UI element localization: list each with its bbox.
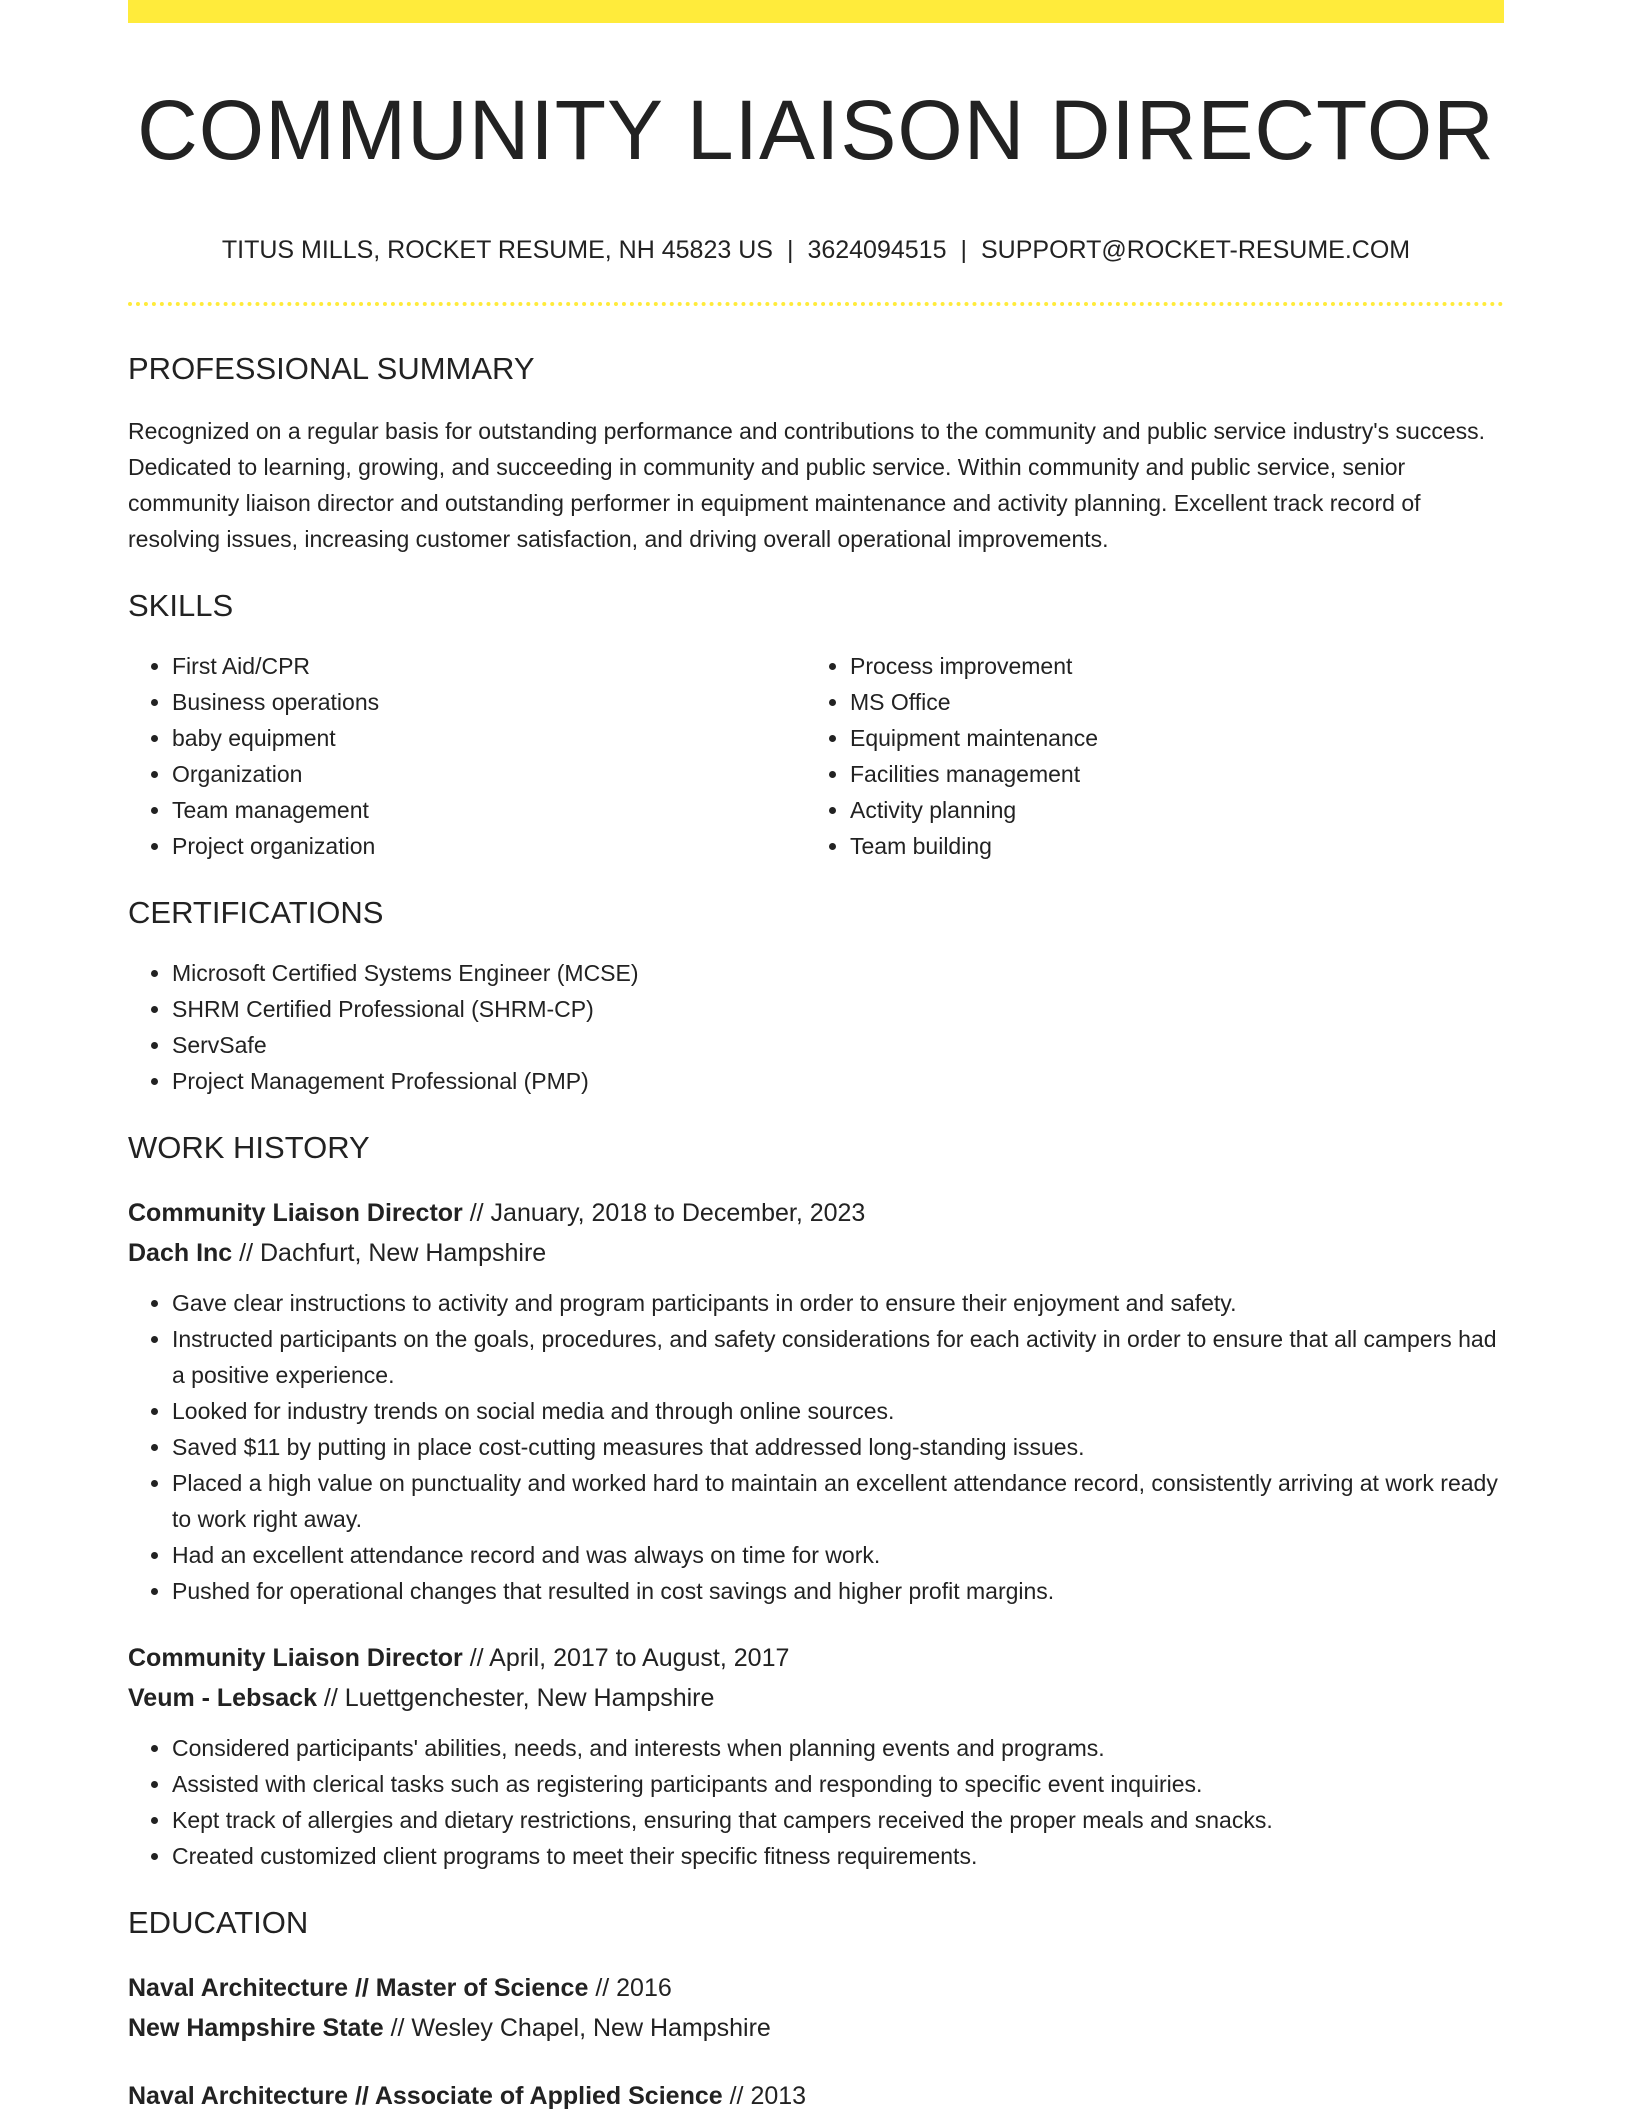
skills-column-right [806, 648, 1504, 864]
education-entry [128, 2076, 1504, 2116]
job-bullets [128, 1285, 1504, 1609]
contact-separator: | [786, 236, 794, 264]
job-location: // Luettgenchester, New Hampshire [316, 1684, 715, 1712]
education-degree: Naval Architecture // Master of Science [128, 1974, 589, 2002]
summary-text: Recognized on a regular basis for outstanding performance and contributions to the community and public service industry's success. Dedicated to learning, growing, and succeeding in community and public service. Within community and public service, senior community liaison director and outstanding performer in equipment maintenance and activity planning. Excellent track record of resolving issues, increasing customer satisfaction, and driving overall operational improvements. [128, 418, 1485, 552]
job-bullet: • Kept track of allergies and dietary restrictions, ensuring that campers received the proper meals and snacks. [172, 1802, 1504, 1838]
job-bullet: • Placed a high value on punctuality and worked hard to maintain an excellent attendance record, consistently arriving at work ready to work right away. [172, 1465, 1504, 1537]
education-location: // Wesley Chapel, New Hampshire [383, 2014, 771, 2042]
skill-item: • Process improvement [850, 648, 1504, 684]
contact-email: SUPPORT@ROCKET-RESUME.COM [980, 236, 1411, 264]
certification-item: • SHRM Certified Professional (SHRM-CP) [172, 991, 1504, 1027]
education-entry [128, 1968, 1504, 2048]
education-heading: EDUCATION [128, 1905, 309, 1940]
skill-item: • First Aid/CPR [172, 648, 806, 684]
certifications-heading: CERTIFICATIONS [128, 895, 384, 930]
job-company: Dach Inc [128, 1239, 233, 1267]
education-school-line [128, 2008, 1504, 2048]
education-degree-line [128, 1968, 1504, 2008]
job-bullet: • Saved $11 by putting in place cost-cutting measures that addressed long-standing issues. [172, 1429, 1504, 1465]
certification-item: • ServSafe [172, 1027, 1504, 1063]
skill-item: • Project organization [172, 828, 806, 864]
job-bullet: • Assisted with clerical tasks such as registering participants and responding to specific event inquiries. [172, 1766, 1504, 1802]
job-title-line [128, 1638, 1504, 1678]
education-degree: Naval Architecture // Associate of Applied Science [128, 2082, 723, 2110]
skill-item: • Facilities management [850, 756, 1504, 792]
skill-item: • Team management [172, 792, 806, 828]
skill-item: • Team building [850, 828, 1504, 864]
contact-separator: | [960, 236, 967, 264]
job-company: Veum - Lebsack [128, 1684, 317, 1712]
job-title: Community Liaison Director [128, 1644, 463, 1672]
resume-content [128, 0, 1504, 2116]
certification-item: • Microsoft Certified Systems Engineer (MCSE) [172, 955, 1504, 991]
job-bullet: • Gave clear instructions to activity and program participants in order to ensure their enjoyment and safety. [172, 1285, 1504, 1321]
skill-item: • baby equipment [172, 720, 806, 756]
job-bullet: • Looked for industry trends on social media and through online sources. [172, 1393, 1504, 1429]
certifications-list [128, 955, 1504, 1099]
contact-line [128, 235, 1504, 265]
work-history-heading: WORK HISTORY [128, 1130, 370, 1165]
skill-item: • MS Office [850, 684, 1504, 720]
certification-item: • Project Management Professional (PMP) [172, 1063, 1504, 1099]
summary-heading: PROFESSIONAL SUMMARY [128, 351, 535, 386]
skill-item: • Business operations [172, 684, 806, 720]
skill-item: • Organization [172, 756, 806, 792]
job-entry [128, 1638, 1504, 1874]
job-bullet: • Considered participants' abilities, needs, and interests when planning events and programs. [172, 1730, 1504, 1766]
job-bullet: • Instructed participants on the goals, procedures, and safety considerations for each activity in order to ensure that all campers had a positive experience. [172, 1321, 1504, 1393]
education-year: // 2016 [588, 1974, 672, 2002]
header-divider [128, 302, 1504, 306]
skill-item: • Equipment maintenance [850, 720, 1504, 756]
skill-item: • Activity planning [850, 792, 1504, 828]
job-company-line [128, 1233, 1504, 1273]
skills-column-left [128, 648, 806, 864]
job-title-line [128, 1193, 1504, 1233]
job-title: Community Liaison Director [128, 1199, 463, 1227]
education-degree-line [128, 2076, 1504, 2116]
job-entry [128, 1193, 1504, 1609]
contact-address: TITUS MILLS, ROCKET RESUME, NH 45823 US [221, 236, 773, 264]
job-bullet: • Created customized client programs to meet their specific fitness requirements. [172, 1838, 1504, 1874]
skills-list [128, 648, 1504, 864]
education-year: // 2013 [722, 2082, 807, 2110]
job-location: // Dachfurt, New Hampshire [232, 1239, 547, 1267]
job-bullets [128, 1730, 1504, 1874]
page-title: COMMUNITY LIAISON DIRECTOR [137, 83, 1495, 177]
job-dates: // January, 2018 to December, 2023 [462, 1199, 866, 1227]
job-company-line [128, 1678, 1504, 1718]
job-dates: // April, 2017 to August, 2017 [462, 1644, 790, 1672]
education-school: New Hampshire State [128, 2014, 384, 2042]
contact-phone: 3624094515 [807, 236, 947, 264]
job-bullet: • Had an excellent attendance record and was always on time for work. [172, 1537, 1504, 1573]
skills-heading: SKILLS [128, 588, 234, 623]
job-bullet: • Pushed for operational changes that resulted in cost savings and higher profit margins. [172, 1573, 1504, 1609]
